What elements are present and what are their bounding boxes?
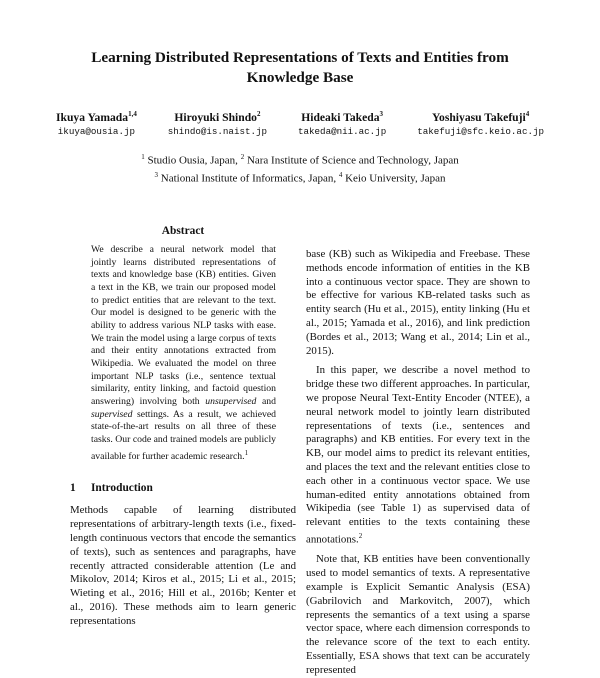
author-email: ikuya@ousia.jp [57,125,135,137]
introduction-paragraph: Methods capable of learning distributed representations of arbitrary-length texts (i.e., fixed-length continuous vectors that encode the semantics of texts), such as sentences and paragraphs, have recently attracted considerable attention (Le and Mikolov, 2014; Kiros et al., 2015; Li et al., 2015; Wieting et al., 2016; Hill et al., 2016b; Kenter et al., 2016). These methods aim to learn generic representations [70,504,296,627]
author-name: Ikuya Yamada$^{1,4}$ [56,110,137,124]
author-name: Yoshiyasu Takefuji$^4$ [431,110,530,124]
footnote-marker: 1 [244,448,249,457]
affiliation-line-2: $^3$ National Institute of Informatics, Japan, $^4$ Keio University, Japan [154,170,446,185]
footnote-marker: 2 [358,531,363,540]
abstract-body: We describe a neural network model that jointly learns distributed representations of texts and knowledge base (KB) entities. Given a text in the KB, we train our proposed model to predict entities that are relevant to the text. Our model is designed to be generic with the ability to address various NLP tasks with ease. We train the model using a large corpus of texts and their entity annotations extracted from Wikipedia. We evaluated the model on three important NLP tasks (i.e., sentence textual similarity, entity linking, and factoid question answering) involving both unsupervised and supervised settings. As a result, we achieved state-of-the-art results on all three of these tasks. Our code and trained models are publicly available for further academic research.$^1$ [91,244,276,462]
abstract-heading: Abstract [161,225,205,237]
author-2 [168,107,267,139]
author-email: shindo@is.naist.jp [167,125,268,137]
paragraph-3: Note that, KB entities have been conventionally used to model semantics of texts. A representative example is Explicit Semantic Analysis (ESA) (Gabrilovich and Markovitch, 2007), which represents the semantics of a text using a sparse vector space, where each dimension corresponds to the relevance score of the text to each entity. Essentially, ESA shows that text can be accurately represented [306,553,530,676]
author-email: takeda@nii.ac.jp [298,125,387,137]
paragraph-1: base (KB) such as Wikipedia and Freebase. These methods encode information of entities in the KB into a continuous vector space. They are shown to be effective for various KB-related tasks such as entity search (Hu et al., 2015), entity linking (Hu et al., 2015; Yamada et al., 2016), and link prediction (Bordes et al., 2013; Wang et al., 2014; Lin et al., 2015). [306,248,530,357]
paper-title: Learning Distributed Representations of Texts and Entities from Knowledge Base [91,49,509,86]
author-email: takefuji@sfc.keio.ac.jp [417,125,544,137]
author-4 [417,107,544,139]
right-column [306,248,530,678]
affiliations [60,150,540,185]
section-heading-introduction: 1 Introduction [70,482,153,495]
author-name: Hiroyuki Shindo$^2$ [174,110,261,124]
author-name: Hideaki Takeda$^3$ [301,110,383,124]
author-3 [298,107,386,139]
left-column [70,224,296,629]
author-list [56,107,544,139]
affiliation-line-1: $^1$ Studio Ousia, Japan, $^2$ Nara Institute of Science and Technology, Japan [141,153,459,167]
author-1 [56,107,137,139]
paragraph-2: In this paper, we describe a novel method to bridge these two different approaches. In particular, we propose Neural Text-Entity Encoder (NTEE), a neural network model to jointly learn distributed representations of texts (i.e., sentences and paragraphs) and KB entities. For every text in the KB, our model aims to predict its relevant entities, and places the text and the relevant entities close to each other in a continuous vector space. We use human-edited entity annotations obtained from Wikipedia (see Table 1) as supervised data of relevant entities to the texts containing these annotations.$^2$ [306,364,530,546]
